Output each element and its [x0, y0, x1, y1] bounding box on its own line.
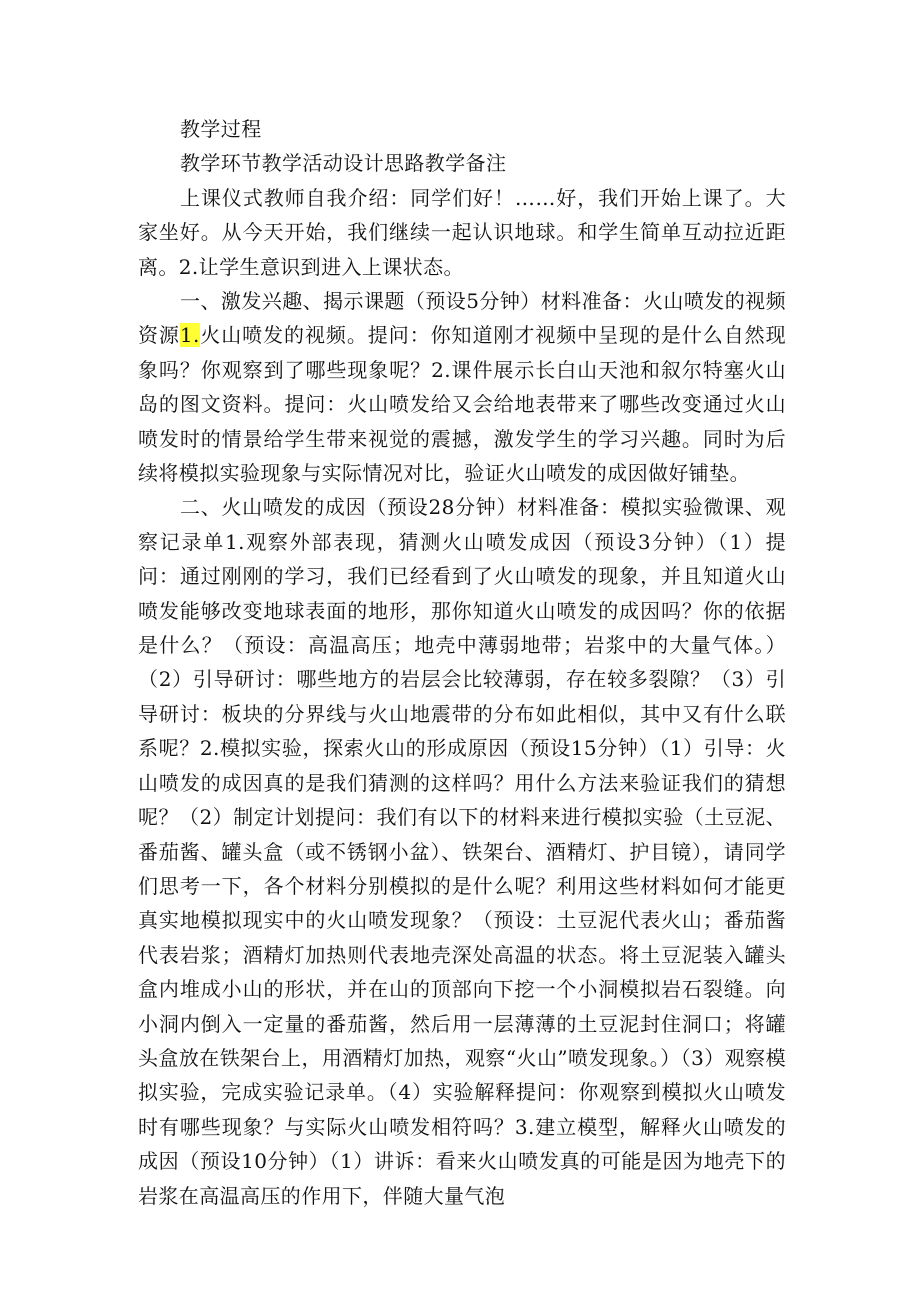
paragraph-part-one-rest: 火山喷发的视频。提问：你知道刚才视频中呈现的是什么自然现象吗？你观察到了哪些现象呢？2.课件展示长白山天池和叙尔特塞火山岛的图文资料。提问：火山喷发给又会给地表带来了哪些改变通过火山喷发时的情景给学生带来视觉的震撼，激发学生的学习兴趣。同时为后续将模拟实验现象与实际情况对比，验证火山喷发的成因做好铺垫。 [138, 323, 786, 486]
paragraph-part-one-start: 一、激发兴趣、揭示课题（预设5分钟）材料准备：火山喷发的视频资源 [138, 289, 786, 348]
paragraph-part-two: 二、火山喷发的成因（预设28分钟）材料准备：模拟实验微课、观察记录单1.观察外部表现，猜测火山喷发成因（预设3分钟）（1）提问：通过刚刚的学习，我们已经看到了火山喷发的现象，并且知道火山喷发能够改变地球表面的地形，那你知道火山喷发的成因吗？你的依据是什么？（预设：高温高压；地壳中薄弱地带；岩浆中的大量气体。）（2）引导研讨：哪些地方的岩层会比较薄弱，存在较多裂隙？（3）引导研讨：板块的分界线与火山地震带的分布如此相似，其中又有什么联系呢？2.模拟实验，探索火山的形成原因（预设15分钟）（1）引导：火山喷发的成因真的是我们猜测的这样吗？用什么方法来验证我们的猜想呢？（2）制定计划提问：我们有以下的材料来进行模拟实验（土豆泥、番茄酱、罐头盒（或不锈钢小盆）、铁架台、酒精灯、护目镜），请同学们思考一下，各个材料分别模拟的是什么呢？利用这些材料如何才能更真实地模拟现实中的火山喷发现象？（预设：土豆泥代表火山；番茄酱代表岩浆；酒精灯加热则代表地壳深处高温的状态。将土豆泥装入罐头盒内堆成小山的形状，并在山的顶部向下挖一个小洞模拟岩石裂缝。向小洞内倒入一定量的番茄酱，然后用一层薄薄的土豆泥封住洞口；将罐头盒放在铁架台上，用酒精灯加热，观察“火山”喷发现象。）（3）观察模拟实验，完成实验记录单。（4）实验解释提问：你观察到模拟火山喷发时有哪些现象？与实际火山喷发相符吗？3.建立模型，解释火山喷发的成因（预设10分钟）（1）讲诉：看来火山喷发真的可能是因为地壳下的岩浆在高温高压的作用下，伴随大量气泡 [138, 495, 786, 1208]
table-header-line: 教学环节教学活动设计思路教学备注 [180, 151, 507, 176]
section-heading: 教学过程 [180, 117, 262, 141]
highlighted-number: 1. [179, 323, 200, 348]
paragraph-part-one [138, 284, 786, 490]
document-page [138, 112, 786, 1213]
paragraph-intro: 上课仪式教师自我介绍：同学们好！……好，我们开始上课了。大家坐好。从今天开始，我们继续一起认识地球。和学生简单互动拉近距离。2.让学生意识到进入上课状态。 [138, 185, 786, 279]
